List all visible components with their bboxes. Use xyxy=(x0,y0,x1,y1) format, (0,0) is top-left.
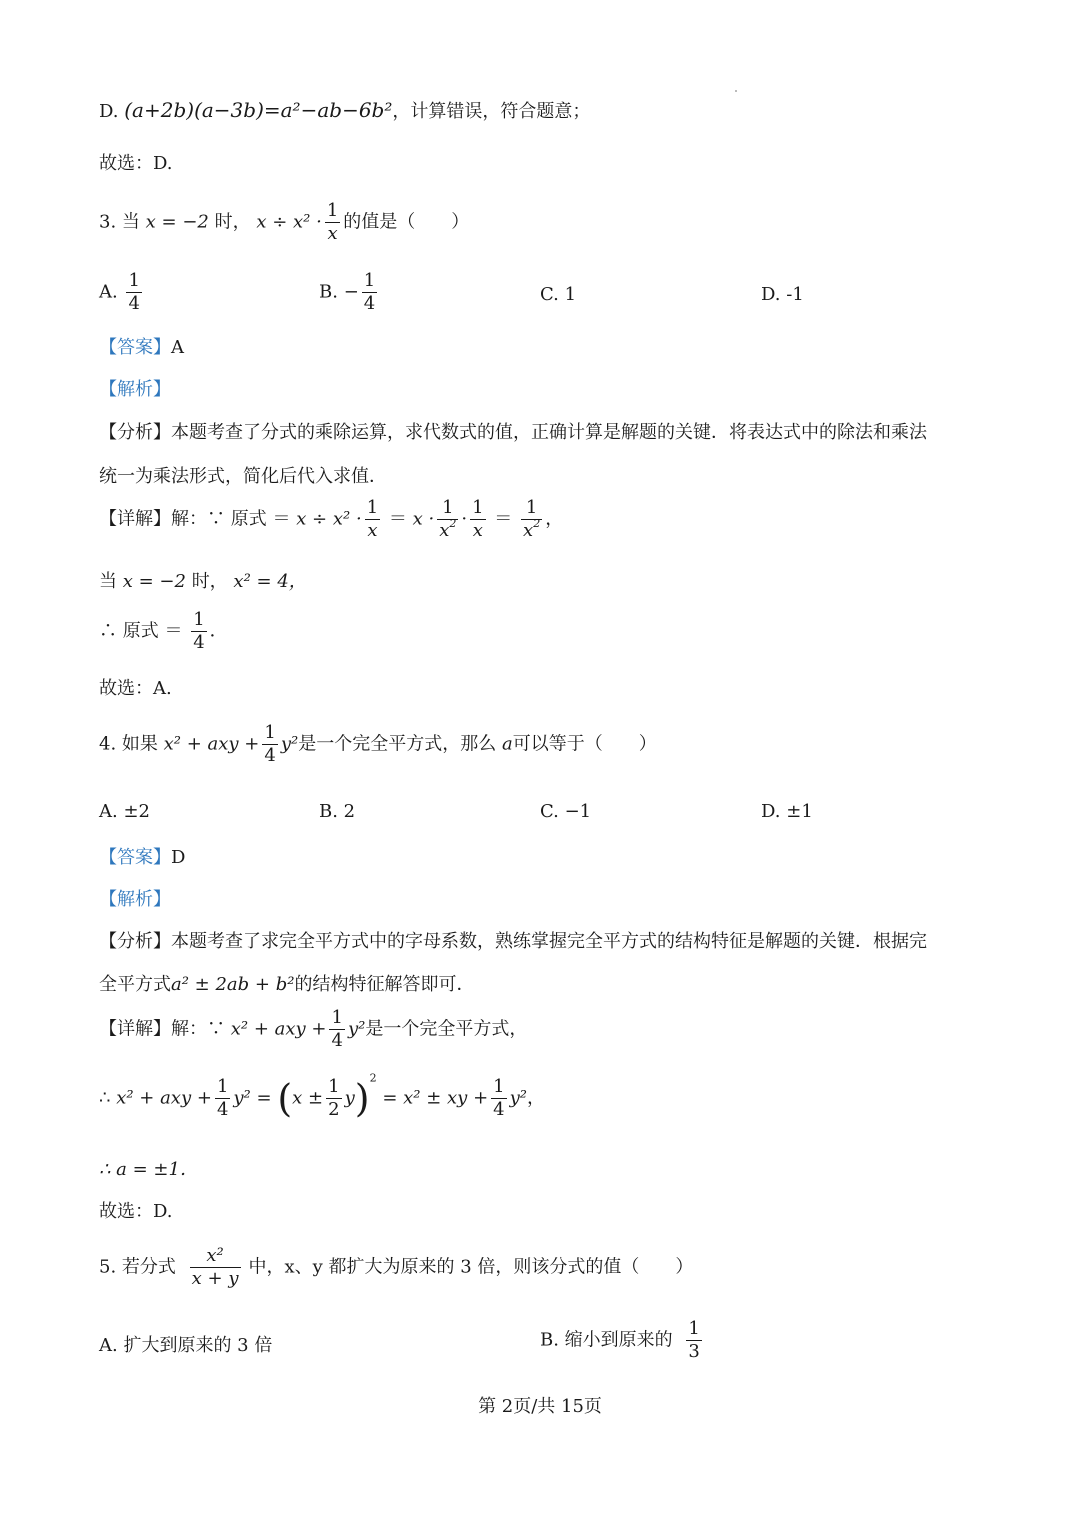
q3-option-a: A. $\frac{1}{4}$ xyxy=(99,270,140,314)
q3-option-d: D. -1 xyxy=(761,284,804,305)
q4-option-a: A. ±2 xyxy=(99,801,150,822)
answer-tag: 【答案】 xyxy=(99,847,171,868)
q4-answer: 【答案】D xyxy=(99,847,186,868)
q3-stem-fraction: $\frac{1}{x}$ xyxy=(326,200,339,244)
q4-detail: 【详解】解：∵ x² + axy + $\frac{1}{4}$ y²是一个完全平方式， xyxy=(99,1007,528,1051)
q4-option-b: B. 2 xyxy=(319,801,356,822)
q4-step: ∴ x² + axy + $\frac{1}{4}$ y² = (x ± $\frac{1}{2}$ y)$^2$ = x² ± xy + $\frac{1}{4}$ y²， xyxy=(99,1071,545,1121)
q4-analysis-tag: 【解析】 xyxy=(99,889,171,910)
q3-answer: 【答案】A xyxy=(99,337,184,358)
q3-fenxi-line1: 【分析】本题考查了分式的乘除运算，求代数式的值，正确计算是解题的关键．将表达式中的除法和乘法 xyxy=(99,422,927,443)
q3-therefore: ∴ 原式 ＝ $\frac{1}{4}$ ． xyxy=(99,609,228,653)
q3-choose: 故选：A. xyxy=(99,678,172,699)
q4-option-d: D. ±1 xyxy=(761,801,813,822)
q3-stem: 3. 当 x = −2 时， x ÷ x² · $\frac{1}{x}$ 的值是（ ） xyxy=(99,200,470,244)
q3-detail: 【详解】解：∵ 原式 ＝ x ÷ x² · $\frac{1}{x}$ ＝ x · $\frac{1}{x^2}$ · $\frac{1}{x}$ ＝ $\frac{1}{x^2}$ ， xyxy=(99,497,564,541)
answer-tag: 【答案】 xyxy=(99,337,171,358)
q4-choose: 故选：D. xyxy=(99,1201,173,1222)
q4-fenxi-line2: 全平方式a² ± 2ab + b²的结构特征解答即可． xyxy=(99,974,475,995)
q3-option-b: B. − $\frac{1}{4}$ xyxy=(319,270,376,314)
q2-option-d-expr: (a+2b)(a−3b)=a²−ab−6b² xyxy=(124,98,393,122)
q4-result: ∴ a = ±1． xyxy=(99,1159,198,1180)
q4-option-c: C. −1 xyxy=(540,801,592,822)
q3-option-c: C. 1 xyxy=(540,284,577,305)
scan-speck xyxy=(735,90,737,92)
q4-fenxi-line1: 【分析】本题考查了求完全平方式中的字母系数，熟练掌握完全平方式的结构特征是解题的关键．根据完 xyxy=(99,931,927,952)
q3-fenxi-line2: 统一为乘法形式，简化后代入求值． xyxy=(99,466,387,487)
q5-option-b: B. 缩小到原来的 $\frac{1}{3}$ xyxy=(540,1318,700,1362)
q2-choose: 故选：D. xyxy=(99,153,173,174)
q4-stem: 4. 如果 x² + axy + $\frac{1}{4}$ y²是一个完全平方式，那么 a可以等于（ ） xyxy=(99,722,657,766)
q2-option-d: D. (a+2b)(a−3b)=a²−ab−6b²，计算错误，符合题意； xyxy=(99,98,591,122)
page-footer: 第 2页/共 15页 xyxy=(478,1396,602,1417)
q5-option-a: A. 扩大到原来的 3 倍 xyxy=(99,1335,273,1356)
q5-stem: 5. 若分式 $\frac{\text{x²}}{x + y}$ 中，x、y 都扩大为原来的 3 倍，则该分式的值（ ） xyxy=(99,1245,694,1289)
q3-analysis-tag: 【解析】 xyxy=(99,379,171,400)
q3-when: 当 x = −2 时， x² = 4， xyxy=(99,571,307,592)
